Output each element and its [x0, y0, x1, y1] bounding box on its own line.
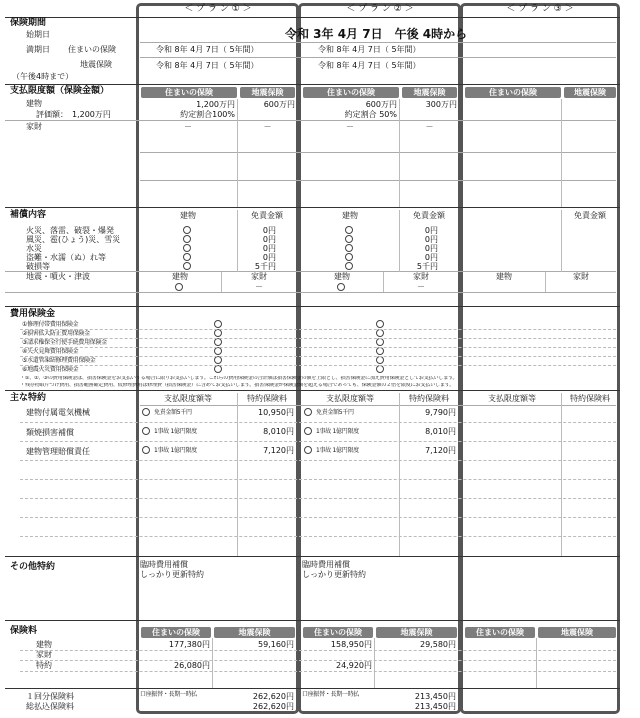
plan2-cov-circle-1: [345, 226, 353, 234]
plan1-home-header: 住まいの保険: [141, 87, 237, 98]
plan1-cov-circle-5: [183, 262, 191, 270]
cov-fire-label: 火災、落雷、破裂・爆発: [26, 226, 114, 235]
plan1-rider2-prem: 8,010円: [263, 427, 294, 436]
plan1-prem-rider: 26,080円: [174, 661, 210, 670]
plan2-rider2-limit: 1事故 1億円限度: [316, 428, 359, 435]
plan3-column: [460, 3, 620, 714]
plan3-quake-header: 地震保険: [564, 87, 616, 98]
plan1-ded-2: 0円: [262, 235, 276, 244]
plan1-rider3-prem: 7,120円: [263, 446, 294, 455]
end-label: 満期日: [26, 45, 50, 54]
plan3-title: ＜ プ ラ ン ③ ＞: [506, 4, 574, 14]
plan1-contents-home-dash: －: [184, 122, 192, 131]
plan2-exp-circle-2: [376, 329, 384, 337]
plan1-quake-header: 地震保険: [240, 87, 295, 98]
plan2-cov-circle-3: [345, 244, 353, 252]
plan2-ratio: 約定割合 50%: [344, 110, 397, 119]
plan3-prem-home-header: 住まいの保険: [465, 627, 535, 638]
plan2-quake-building: 建物: [334, 272, 350, 281]
main-riders-heading: 主な特約: [10, 393, 47, 403]
plan1-ded-5: 5千円: [254, 262, 276, 271]
limit-heading: 支払限度額（保険金額）: [10, 86, 110, 96]
valuation-label: 評価額： 1,200万円: [36, 110, 111, 119]
plan2-quake-header: 地震保険: [402, 87, 457, 98]
plan3-home-header: 住まいの保険: [465, 87, 561, 98]
plan2-rider1-prem: 9,790円: [425, 408, 456, 417]
plan1-rider3-limit: 1事故 1億円限度: [154, 447, 197, 454]
plan2-prem-quake-header: 地震保険: [376, 627, 457, 638]
period-heading: 保険期間: [10, 18, 47, 28]
plan2-ded-1: 0円: [424, 226, 438, 235]
plan3-rider-limit-header: 支払限度額等: [488, 394, 536, 403]
plan1-exp-circle-1: [214, 320, 222, 328]
total-label: 総払込保険料: [26, 702, 74, 711]
plan2-limit-quake: 300万円: [425, 100, 457, 109]
plan2-contents-quake-dash: －: [425, 122, 434, 131]
plan2-quake-dash: －: [417, 282, 425, 291]
once-label: １回分保険料: [26, 692, 74, 701]
prem-building-label: 建物: [36, 640, 52, 649]
cov-wind-label: 風災、雹(ひょう)災、雪災: [26, 235, 121, 244]
plan1-quake-building: 建物: [172, 272, 188, 281]
plan2-payment: 口座振替・長期一時払: [302, 691, 360, 698]
expense-note-1: ・①、②、③の費用保険金は、損害保険金をお支払いする場合に限りお支払いします。これらの費用保険金の合計額は損害保険金の額を上限とし、損害保険金に加え費用保険金としてお支払いします。: [20, 376, 458, 381]
plan1-limit-quake: 600万円: [263, 100, 295, 109]
plan2-exp-circle-4: [376, 347, 384, 355]
plan1-ded-1: 0円: [262, 226, 276, 235]
plan1-cov-circle-4: [183, 253, 191, 261]
end-home-label: 住まいの保険: [68, 45, 116, 54]
plan2-prem-rider: 24,920円: [336, 661, 372, 670]
plan2-total: 213,450円: [414, 702, 456, 711]
plan1-exp-circle-5: [214, 356, 222, 364]
plan1-cov-circle-3: [183, 244, 191, 252]
plan2-prem-home: 158,950円: [330, 640, 372, 649]
expense-heading: 費用保険金: [10, 309, 56, 319]
plan2-title: ＜ プ ラ ン ② ＞: [346, 4, 414, 14]
end-time-label: （午後4時まで）: [12, 72, 74, 81]
exp2-label: ②損害拡大防止費用保険金: [22, 330, 90, 337]
coverage-heading: 補償内容: [10, 210, 47, 220]
plan1-once: 262,620円: [252, 692, 294, 701]
plan1-exp-circle-2: [214, 329, 222, 337]
plan1-exp-circle-3: [214, 338, 222, 346]
plan2-rider3-prem: 7,120円: [425, 446, 456, 455]
plan1-rider2-circle: [142, 427, 150, 435]
plan1-contents-quake-dash: －: [263, 122, 272, 131]
rider2-label: 類焼損害補償: [26, 428, 74, 437]
plan2-quake-contents: 家財: [413, 272, 429, 281]
plan1-other-2: しっかり更新特約: [140, 570, 204, 579]
cov-water-label: 水災: [26, 244, 42, 253]
plan2-prem-home-header: 住まいの保険: [303, 627, 373, 638]
plan1-limit-home: 1,200万円: [196, 100, 235, 109]
plan2-ded-4: 0円: [424, 253, 438, 262]
start-date: 令和 3年 4月 7日 午後 4時から: [285, 27, 468, 41]
plan2-other-2: しっかり更新特約: [302, 570, 366, 579]
plan1-end-quake: 令和 8年 4月 7日（ 5年間）: [156, 61, 259, 70]
plan2-prem-quake: 29,580円: [420, 640, 456, 649]
plan2-ded-3: 0円: [424, 244, 438, 253]
plan2-rider1-limit: 免責金額5千円: [316, 409, 354, 416]
plan1-other-1: 臨時費用補償: [140, 560, 188, 569]
rider3-label: 建物管理賠償責任: [26, 447, 90, 456]
prem-contents-label: 家財: [36, 650, 52, 659]
plan1-prem-quake: 59,160円: [258, 640, 294, 649]
cov-quake-label: 地震・噴火・津波: [26, 272, 90, 281]
plan2-rider3-circle: [304, 446, 312, 454]
plan1-quake-circle: [175, 283, 183, 291]
plan1-rider3-circle: [142, 446, 150, 454]
plan1-rider-limit-header: 支払限度額等: [164, 394, 212, 403]
plan2-rider3-limit: 1事故 1億円限度: [316, 447, 359, 454]
plan1-cov-circle-2: [183, 235, 191, 243]
plan1-quake-dash: －: [255, 282, 263, 291]
exp5-label: ⑤水道管凍結修理費用保険金: [22, 357, 96, 364]
plan1-cov-deductible: 免責金額: [251, 211, 283, 220]
plan2-rider1-circle: [304, 408, 312, 416]
plan1-exp-circle-4: [214, 347, 222, 355]
plan1-prem-home-header: 住まいの保険: [141, 627, 211, 638]
plan2-cov-deductible: 免責金額: [413, 211, 445, 220]
limit-building-label: 建物: [26, 99, 42, 108]
limit-contents-label: 家財: [26, 122, 42, 131]
exp6-label: ⑥地震火災費用保険金: [22, 366, 79, 373]
plan2-exp-circle-5: [376, 356, 384, 364]
plan2-quake-circle: [337, 283, 345, 291]
plan3-cov-deductible: 免責金額: [574, 211, 606, 220]
plan1-exp-circle-6: [214, 365, 222, 373]
start-label: 始期日: [26, 30, 50, 39]
plan1-prem-quake-header: 地震保険: [214, 627, 295, 638]
exp4-label: ④失火見舞費用保険金: [22, 348, 79, 355]
plan2-contents-home-dash: －: [346, 122, 354, 131]
other-riders-heading: その他特約: [10, 562, 56, 572]
plan1-title: ＜ プ ラ ン ① ＞: [184, 4, 252, 14]
cov-theft-label: 盗難・水濡（ぬ）れ等: [26, 253, 106, 262]
plan2-ded-5: 5千円: [416, 262, 438, 271]
plan1-payment: 口座振替・長期一時払: [140, 691, 198, 698]
plan2-exp-circle-6: [376, 365, 384, 373]
plan2-end-quake: 令和 8年 4月 7日（ 5年間）: [318, 61, 421, 70]
plan2-exp-circle-3: [376, 338, 384, 346]
plan2-once: 213,450円: [414, 692, 456, 701]
plan2-rider-limit-header: 支払限度額等: [326, 394, 374, 403]
plan3-rider-prem-header: 特約保険料: [570, 394, 610, 403]
plan2-ded-2: 0円: [424, 235, 438, 244]
plan1-quake-contents: 家財: [251, 272, 267, 281]
cov-damage-label: 破損等: [26, 262, 50, 271]
plan1-ded-4: 0円: [262, 253, 276, 262]
plan1-cov-circle-1: [183, 226, 191, 234]
end-quake-label: 地震保険: [80, 60, 112, 69]
plan3-quake-contents: 家財: [573, 272, 589, 281]
plan2-cov-building: 建物: [342, 211, 358, 220]
plan3-quake-building: 建物: [496, 272, 512, 281]
rider1-label: 建物付属電気機械: [26, 408, 90, 417]
premium-heading: 保険料: [10, 626, 38, 636]
plan2-cov-circle-2: [345, 235, 353, 243]
plan2-end-home: 令和 8年 4月 7日（ 5年間）: [318, 45, 421, 54]
plan2-exp-circle-1: [376, 320, 384, 328]
plan2-cov-circle-4: [345, 253, 353, 261]
plan2-other-1: 臨時費用補償: [302, 560, 350, 569]
plan1-end-home: 令和 8年 4月 7日（ 5年間）: [156, 45, 259, 54]
plan2-rider2-circle: [304, 427, 312, 435]
plan3-prem-quake-header: 地震保険: [538, 627, 616, 638]
plan2-cov-circle-5: [345, 262, 353, 270]
exp1-label: ①修理付帯費用保険金: [22, 321, 79, 328]
plan1-rider2-limit: 1事故 1億円限度: [154, 428, 197, 435]
plan1-prem-home: 177,380円: [168, 640, 210, 649]
plan1-cov-building: 建物: [180, 211, 196, 220]
exp3-label: ③請求権保全行使手続費用保険金: [22, 339, 107, 346]
plan2-home-header: 住まいの保険: [303, 87, 399, 98]
plan1-total: 262,620円: [252, 702, 294, 711]
plan2-rider2-prem: 8,010円: [425, 427, 456, 436]
plan2-limit-home: 600万円: [365, 100, 397, 109]
plan2-rider-prem-header: 特約保険料: [409, 394, 449, 403]
expense-note-2: ・残存物取片づけ費用、損害範囲確定費用、仮修理費用は修理費（損害保険金）に含めてお支払いします。損害保険金が保険金額を超える場合であっても、保険金額の２倍を限度にお支払いします。: [20, 383, 455, 388]
plan1-ded-3: 0円: [262, 244, 276, 253]
prem-rider-label: 特約: [36, 661, 52, 670]
plan1-rider1-limit: 免責金額5千円: [154, 409, 192, 416]
plan1-rider1-circle: [142, 408, 150, 416]
plan1-rider1-prem: 10,950円: [258, 408, 294, 417]
plan1-ratio: 約定割合100%: [180, 110, 235, 119]
plan1-rider-prem-header: 特約保険料: [247, 394, 287, 403]
